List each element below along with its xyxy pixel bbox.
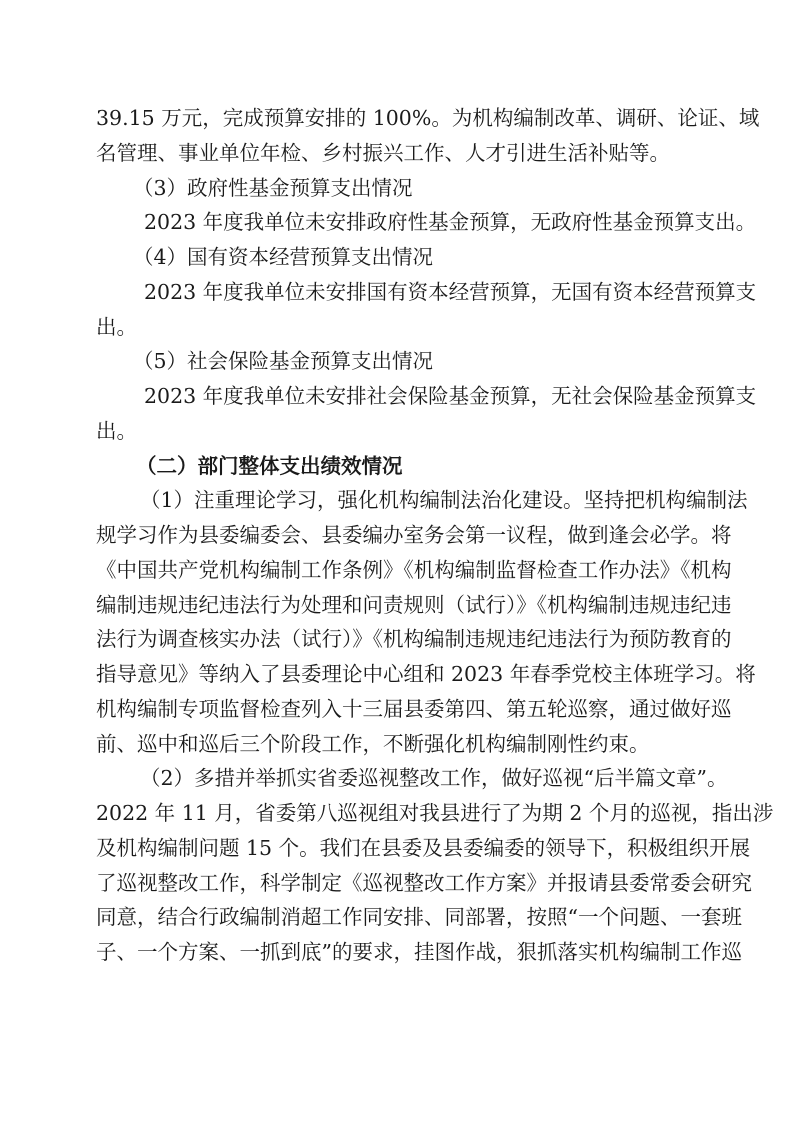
text-line: 法行为调查核实办法（试行）》《机构编制违规违纪违法行为预防教育的 xyxy=(96,627,732,652)
text-line: 名管理、事业单位年检、乡村振兴工作、人才引进生活补贴等。 xyxy=(96,140,670,165)
text-line: 及机构编制问题 15 个。我们在县委及县委编委的领导下，积极组织开展 xyxy=(96,835,751,860)
document-page xyxy=(96,101,774,970)
text-line: 2022 年 11 月，省委第八巡视组对我县进行了为期 2 个月的巡视，指出涉 xyxy=(96,801,774,825)
text-line: 指导意见》等纳入了县委理论中心组和 2023 年春季党校主体班学习。将 xyxy=(96,662,756,686)
bold-heading: （二）部门整体支出绩效情况 xyxy=(136,453,403,478)
text-line: 机构编制专项监督检查列入十三届县委第四、第五轮巡察，通过做好巡 xyxy=(96,696,732,721)
section-heading: （3）政府性基金预算支出情况 xyxy=(133,175,413,200)
text-line: 了巡视整改工作，科学制定《巡视整改工作方案》并报请县委常委会研究 xyxy=(96,870,752,895)
text-line: 39.15 万元，完成预算安排的 100%。为机构编制改革、调研、论证、域 xyxy=(96,106,760,130)
section-heading: （5）社会保险基金预算支出情况 xyxy=(133,349,434,374)
text-line: 同意，结合行政编制消超工作同安排、同部署，按照“一个问题、一套班 xyxy=(96,905,742,930)
paragraph-line: 2023 年度我单位未安排社会保险基金预算，无社会保险基金预算支 xyxy=(144,384,757,408)
text-line: 前、巡中和巡后三个阶段工作，不断强化机构编制刚性约束。 xyxy=(96,731,650,756)
text-line: 出。 xyxy=(96,314,137,339)
text-line: 编制违规违纪违法行为处理和问责规则（试行）》《机构编制违规违纪违 xyxy=(96,592,732,617)
text-line: 《中国共产党机构编制工作条例》《机构编制监督检查工作办法》《机构 xyxy=(96,557,732,582)
paragraph-line: 2023 年度我单位未安排国有资本经营预算，无国有资本经营预算支 xyxy=(144,279,757,304)
paragraph-line: 2023 年度我单位未安排政府性基金预算，无政府性基金预算支出。 xyxy=(144,210,757,235)
text-line: 子、一个方案、一抓到底”的要求，挂图作战，狠抓落实机构编制工作巡 xyxy=(96,940,742,964)
text-line: 规学习作为县委编委会、县委编办室务会第一议程，做到逢会必学。将 xyxy=(96,523,732,547)
paragraph-line: （1）注重理论学习，强化机构编制法治化建设。坚持把机构编制法 xyxy=(140,488,748,513)
paragraph-line: （2）多措并举抓实省委巡视整改工作，做好巡视“后半篇文章”。 xyxy=(140,766,728,791)
section-heading: （4）国有资本经营预算支出情况 xyxy=(133,245,434,269)
text-line: 出。 xyxy=(96,418,137,443)
